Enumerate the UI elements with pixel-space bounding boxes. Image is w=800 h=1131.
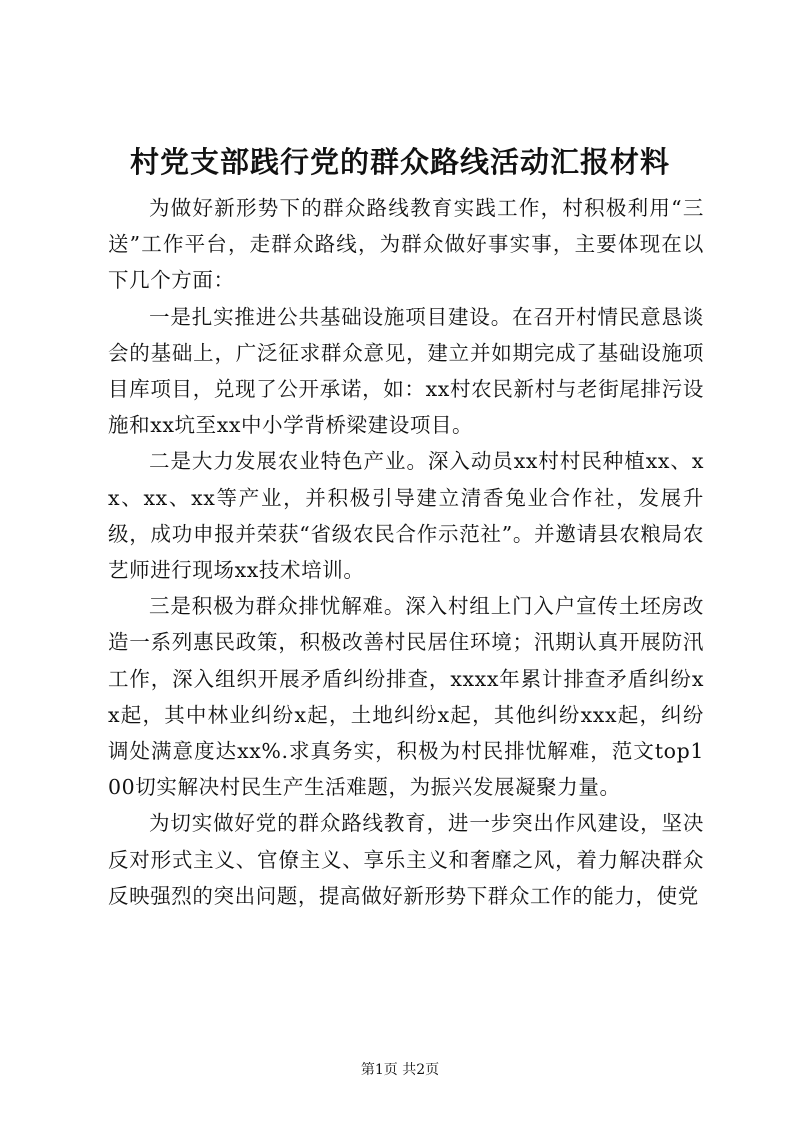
paragraph-dispute-resolution: 三是积极为群众排忧解难。深入村组上门入户宣传土坯房改造一系列惠民政策，积极改善村民居住环境；汛期认真开展防汛工作，深入组织开展矛盾纠纷排查，xxxx年累计排查矛盾纠纷xx起，其中林业纠纷x起，土地纠纷x起，其他纠纷xxx起，纠纷调处满意度达xx%.求真务实，积极为村民排忧解难，范文top100切实解决村民生产生活难题，为振兴发展凝聚力量。 — [108, 594, 704, 800]
paragraph-conclusion: 为切实做好党的群众路线教育，进一步突出作风建设，坚决反对形式主义、官僚主义、享乐主义和奢靡之风，着力解决群众反映强烈的突出问题，提高做好新形势下群众工作的能力，使党 — [108, 811, 704, 908]
paragraph-intro: 为做好新形势下的群众路线教育实践工作，村积极利用“三送”工作平台，走群众路线，为群众做好事实事，主要体现在以下几个方面： — [108, 196, 704, 293]
paragraph-agriculture: 二是大力发展农业特色产业。深入动员xx村村民种植xx、xx、xx、xx等产业，并积极引导建立清香兔业合作社，发展升级，成功申报并荣获“省级农民合作示范社”。并邀请县农粮局农艺师进行现场xx技术培训。 — [108, 449, 704, 583]
page-number-footer: 第1页 共2页 — [360, 1062, 440, 1078]
paragraph-infrastructure: 一是扎实推进公共基础设施项目建设。在召开村情民意恳谈会的基础上，广泛征求群众意见，建立并如期完成了基础设施项目库项目，兑现了公开承诺，如：xx村农民新村与老街尾排污设施和xx坑至xx中小学背桥梁建设项目。 — [108, 304, 704, 438]
document-body — [108, 190, 704, 914]
document-title: 村党支部践行党的群众路线活动汇报材料 — [129, 145, 670, 179]
